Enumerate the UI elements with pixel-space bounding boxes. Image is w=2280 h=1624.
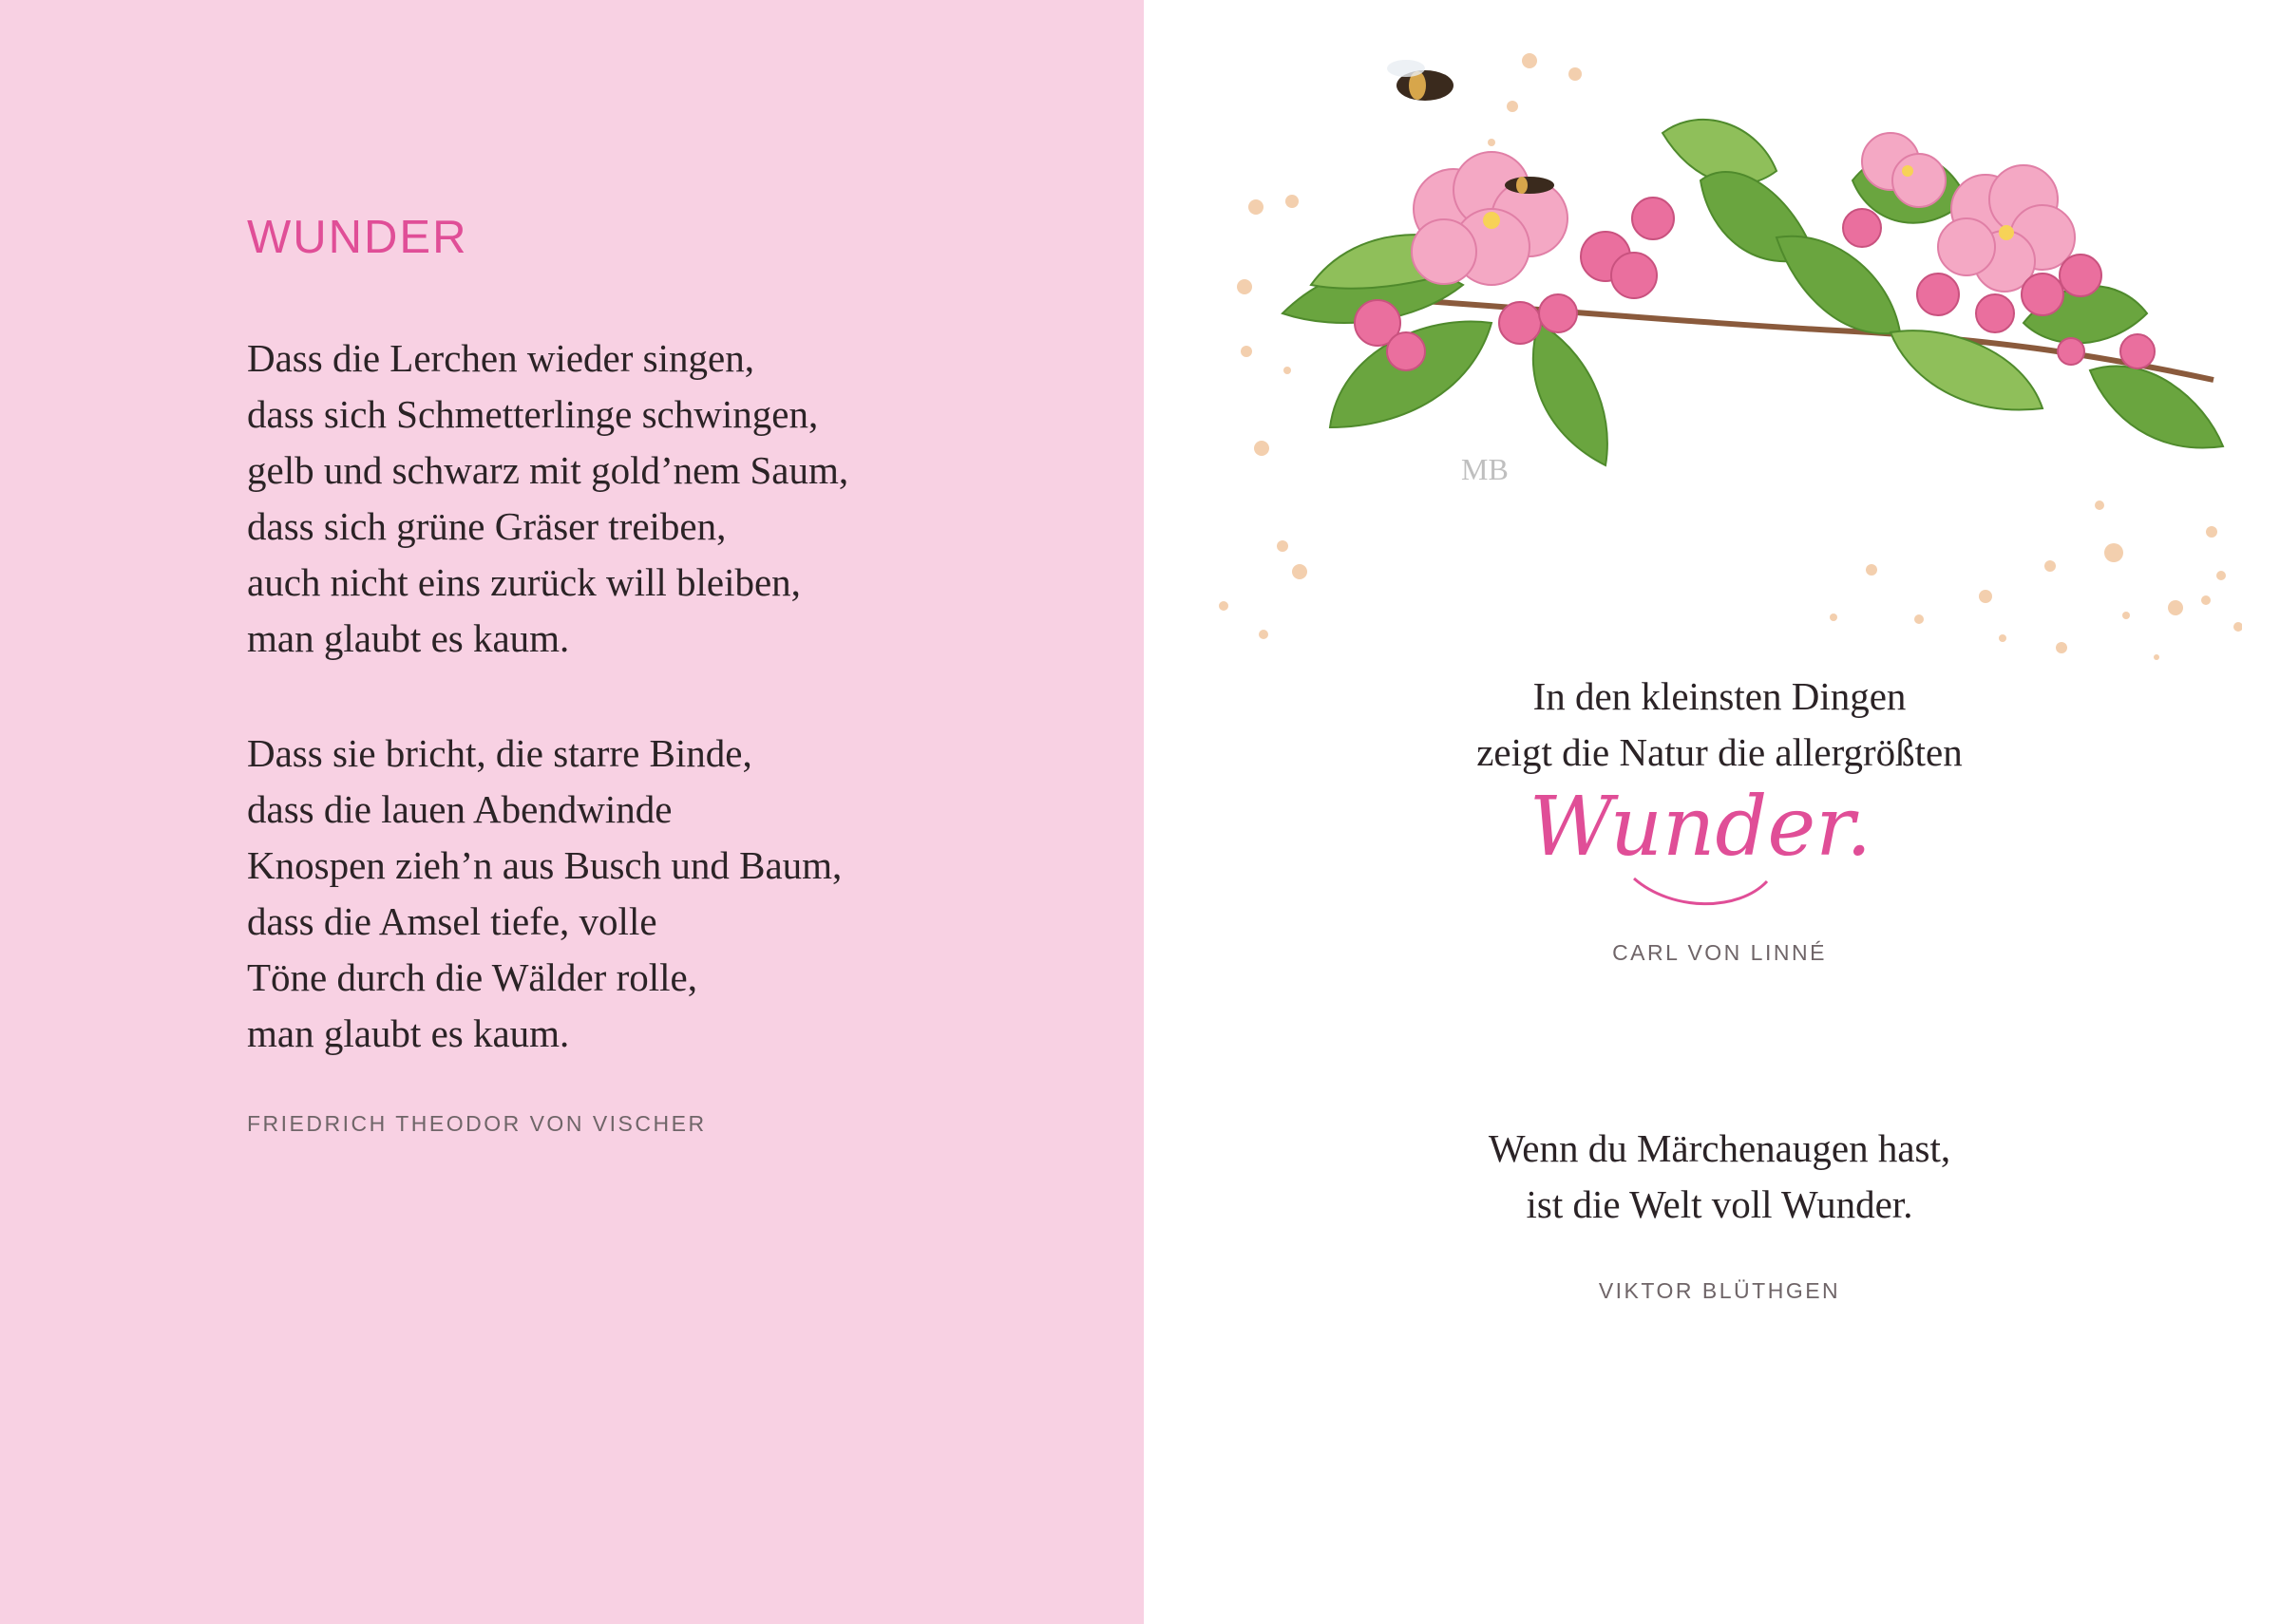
bumblebee-icon xyxy=(1387,60,1454,101)
quote-2 xyxy=(1378,1121,2062,1233)
poem-line: dass die Amsel tiefe, volle xyxy=(247,899,657,943)
quote-line: ist die Welt voll Wunder. xyxy=(1526,1182,1913,1226)
script-word-wunder xyxy=(1520,779,1881,912)
quote-1-author: CARL VON LINNÉ xyxy=(1612,940,1827,965)
poem-line: Töne durch die Wälder rolle, xyxy=(247,955,697,999)
wasp-icon xyxy=(1505,177,1554,194)
poem-line: dass sich grüne Gräser treiben, xyxy=(247,504,727,548)
poem-line: Knospen zieh’n aus Busch und Baum, xyxy=(247,843,843,887)
poem-line: gelb und schwarz mit gold’nem Saum, xyxy=(247,448,849,492)
quote-2-author: VIKTOR BLÜTHGEN xyxy=(1598,1278,1841,1303)
poem-line: dass sich Schmetterlinge schwingen, xyxy=(247,392,819,436)
poem-stanza-1 xyxy=(247,330,848,667)
poem-author: FRIEDRICH THEODOR VON VISCHER xyxy=(247,1111,707,1136)
poem-line: Dass die Lerchen wieder singen, xyxy=(247,336,754,380)
quote-1 xyxy=(1378,669,2062,781)
apple-blossom-illustration xyxy=(1206,38,2242,684)
poem-line: man glaubt es kaum. xyxy=(247,1011,570,1055)
script-swash xyxy=(1634,878,1767,904)
poem-line: man glaubt es kaum. xyxy=(247,616,570,660)
poem-title: WUNDER xyxy=(247,212,468,263)
quote-line: Wenn du Märchenaugen hast, xyxy=(1488,1126,1951,1170)
poem-stanza-2 xyxy=(247,726,842,1062)
quote-line: In den kleinsten Dingen xyxy=(1532,674,1907,718)
script-word-text: Wunder. xyxy=(1529,780,1872,875)
quote-line: zeigt die Natur die allergrößten xyxy=(1476,730,1963,774)
poem-line: dass die lauen Abendwinde xyxy=(247,787,673,831)
artist-monogram: MB xyxy=(1461,452,1509,486)
poem-line: auch nicht eins zurück will bleiben, xyxy=(247,560,801,604)
poem-line: Dass sie bricht, die starre Binde, xyxy=(247,731,752,775)
